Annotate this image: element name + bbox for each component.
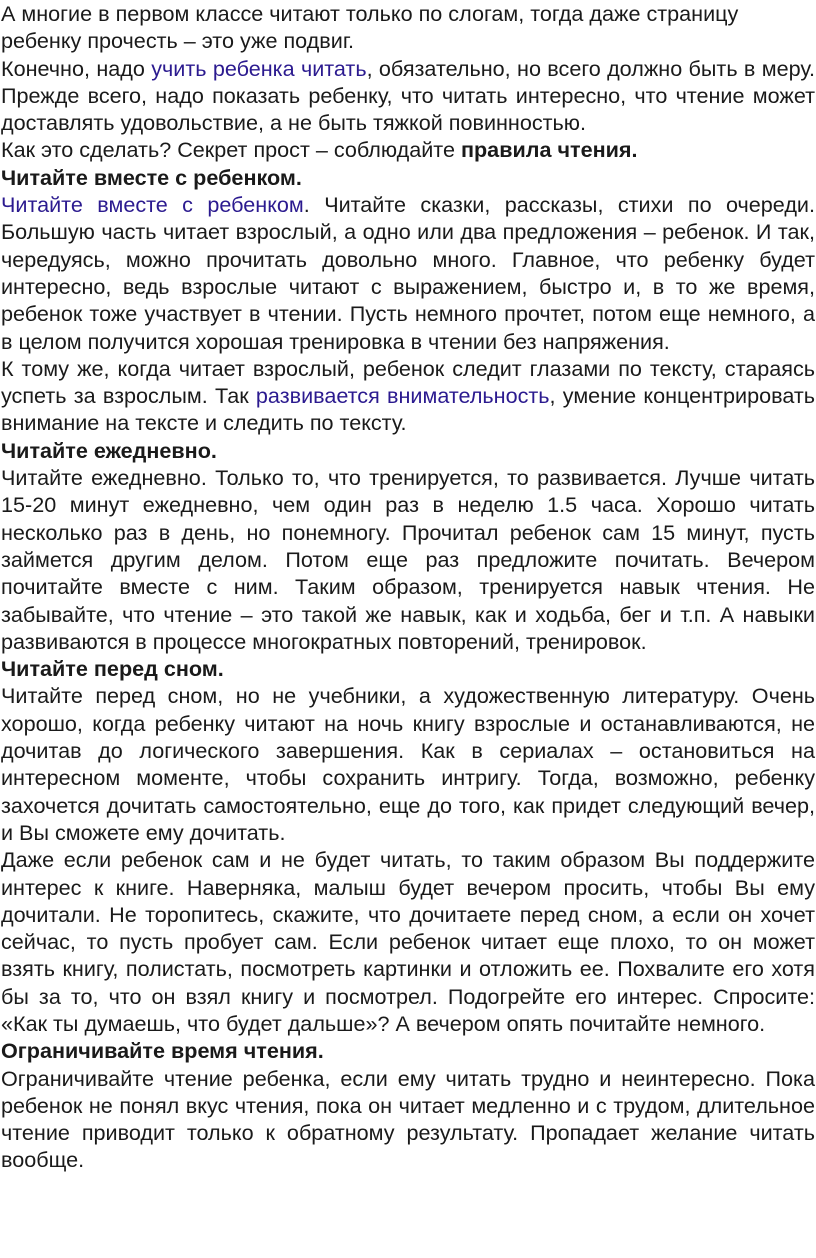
link-read-together[interactable]: Читайте вместе с ребенком: [1, 192, 304, 218]
heading-read-daily: Читайте ежедневно.: [1, 437, 217, 463]
paragraph-read-before-sleep: Читайте перед сном, но не учебники, а художественную литературу. Очень хорошо, когда ребенку читают на ночь книгу взрослые и останавливаются, не дочитав до логического завершения. Как в сериалах – остановиться на интересном моменте, чтобы сохранить интригу. Тогда, возможно, ребенку захочется дочитать самостоятельно, еще до того, как придет следующий вечер, и Вы сможете ему дочитать.: [1, 683, 815, 845]
paragraph-teach: [1, 55, 815, 137]
paragraph-attention-start: К тому же, когда читает взрослый, ребенок следит глазами по тексту, стараясь успеть за взрослым. Так: [1, 355, 815, 409]
paragraph-limit-reading-time: Ограничивайте чтение ребенка, если ему читать трудно и неинтересно. Пока ребенок не понял вкус чтения, пока он читает медленно и с трудом, длительное чтение приводит только к обратному результату. Пропадает желание читать вообще.: [1, 1065, 815, 1173]
heading-limit-reading-time: Ограничивайте время чтения.: [1, 1038, 324, 1064]
paragraph-intro: А многие в первом классе читают только по слогам, тогда даже страницу ребенку прочесть – это уже подвиг.: [1, 1, 739, 54]
paragraph-teach-start: Конечно, надо: [1, 55, 152, 81]
paragraph-read-together-end: . Читайте сказки, рассказы, стихи по очереди. Большую часть читает взрослый, а одно или два предложения – ребенок. И так, чередуясь, можно прочитать довольно много. Главное, что ребенку будет интересно, ведь взрослые читают с выражением, быстро и, в то же время, ребенок тоже участвует в чтении. Пусть немного прочтет, потом еще немного, а в целом получится хорошая тренировка в чтении без напряжения.: [1, 192, 815, 354]
link-teach-child-reading[interactable]: учить ребенка читать: [151, 55, 367, 81]
heading-read-before-sleep: Читайте перед сном.: [1, 656, 224, 682]
paragraph-read-together: [1, 191, 815, 355]
paragraph-attention: [1, 355, 815, 437]
reading-rules-emphasis: правила чтения.: [460, 137, 638, 163]
paragraph-secret: [1, 136, 815, 163]
paragraph-attention-end: , умение концентрировать внимание на тексте и следить по тексту.: [1, 383, 815, 436]
paragraph-teach-end: , обязательно, но всего должно быть в меру. Прежде всего, надо показать ребенку, что читать интересно, что чтение может доставлять удовольствие, а не быть тяжкой повинностью.: [1, 55, 815, 136]
link-attention-develops[interactable]: развивается внимательность: [255, 383, 550, 409]
paragraph-read-daily: Читайте ежедневно. Только то, что тренируется, то развивается. Лучше читать 15-20 минут ежедневно, чем один раз в неделю 1.5 часа. Хорошо читать несколько раз в день, но понемногу. Прочитал ребенок сам 15 минут, пусть займется другим делом. Потом еще раз предложите почитать. Вечером почитайте вместе с ним. Таким образом, тренируется навык чтения. Не забывайте, что чтение – это такой же навык, как и ходьба, бег и т.п. А навыки развиваются в процессе многократных повторений, тренировок.: [1, 465, 815, 654]
paragraph-secret-start: Как это сделать? Секрет прост – соблюдайте: [1, 137, 461, 163]
paragraph-keep-interest: Даже если ребенок сам и не будет читать, то таким образом Вы поддержите интерес к книге. Наверняка, малыш будет вечером просить, чтобы Вы ему дочитали. Не торопитесь, скажите, что дочитаете перед сном, а если он хочет сейчас, то пусть пробует сам. Если ребенок читает еще плохо, то он может взять книгу, полистать, посмотреть картинки и отложить ее. Похвалите его хотя бы за то, что он взял книгу и посмотрел. Подогрейте его интерес. Спросите: «Как ты думаешь, что будет дальше»? А вечером опять почитайте немного.: [1, 847, 815, 1036]
heading-read-together: Читайте вместе с ребенком.: [1, 164, 302, 190]
